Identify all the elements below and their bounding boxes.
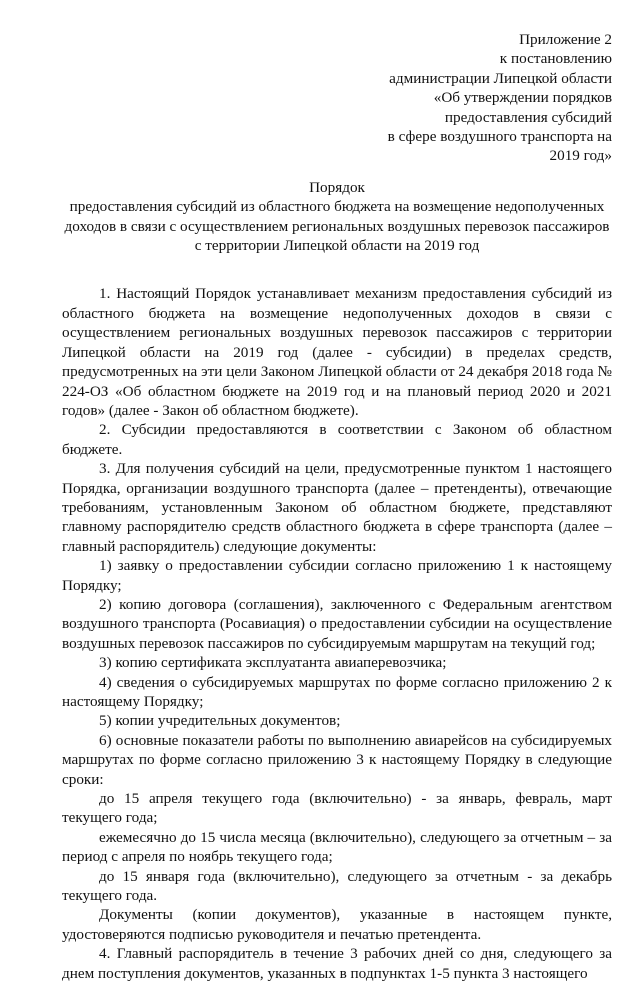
document-page: [62, 30, 612, 983]
subitem-1: 1) заявку о предоставлении субсидии согласно приложению 1 к настоящему Порядку;: [62, 557, 612, 594]
subitem-3: 3) копию сертификата эксплуатанта авиаперевозчика;: [99, 654, 447, 672]
appendix-line: в сфере воздушного транспорта на: [387, 128, 612, 146]
subitem-4: 4) сведения о субсидируемых маршрутах по форме согласно приложению 2 к настоящему Порядку;: [62, 673, 612, 710]
appendix-line: Приложение 2: [519, 31, 612, 48]
deadline-2: ежемесячно до 15 числа месяца (включительно), следующего за отчетным – за период с апреля по ноябрь текущего года;: [62, 828, 612, 866]
appendix-line: 2019 год»: [549, 147, 612, 165]
paragraph-1: 1. Настоящий Порядок устанавливает механизм предоставления субсидий из областного бюджета на возмещение недополученных доходов в связи с осуществлением региональных воздушных перевозок пассажиров с территории Липецкой области на 2019 год (далее - субсидии) в пределах средств, предусмотренных на эти цели Законом Липецкой области от 24 декабря 2018 года № 224-ОЗ «Об областном бюджете на 2019 год и на плановый период 2020 и 2021 годов» (далее - Закон об областном бюджете).: [62, 285, 612, 419]
paragraph-4: 4. Главный распорядитель в течение 3 рабочих дней со дня, следующего за днем поступления документов, указанных в подпунктах 1-5 пункта 3 настоящего: [62, 945, 612, 982]
deadline-3: до 15 января года (включительно), следующего за отчетным - за декабрь текущего года.: [62, 867, 612, 905]
appendix-line: предоставления субсидий: [444, 108, 612, 126]
paragraph-2: 2. Субсидии предоставляются в соответствии с Законом об областном бюджете.: [62, 421, 612, 458]
subitem-2: 2) копию договора (соглашения), заключенного с Федеральным агентством воздушного транспорта (Росавиация) о предоставлении субсидии на осуществление воздушных перевозок пассажиров по субсидируемым маршрутам на текущий год;: [62, 595, 612, 652]
deadline-1: до 15 апреля текущего года (включительно) - за январь, февраль, март текущего года;: [62, 790, 612, 827]
paragraph-3: 3. Для получения субсидий на цели, предусмотренные пунктом 1 настоящего Порядка, организации воздушного транспорта (далее – претенденты), отвечающие требованиям, установленным Законом об областном бюджете, представляют главному распорядителю средств областного бюджета в сфере транспорта (далее – главный распорядитель) следующие документы:: [62, 460, 612, 555]
certification-note: Документы (копии документов), указанные в настоящем пункте, удостоверяются подписью руководителя и печатью претендента.: [62, 906, 612, 943]
title-heading: Порядок: [309, 178, 365, 196]
subitem-6: 6) основные показатели работы по выполнению авиарейсов на субсидируемых маршрутах по форме согласно приложению 3 к настоящему Порядку в следующие сроки:: [62, 731, 612, 788]
document-body: [62, 284, 612, 983]
appendix-line: к постановлению: [499, 50, 612, 68]
appendix-line: администрации Липецкой области: [389, 69, 612, 87]
title-line: доходов в связи с осуществлением региональных воздушных перевозок пассажиров: [64, 217, 610, 235]
title-line: с территории Липецкой области на 2019 год: [194, 237, 480, 255]
document-title: [62, 178, 612, 256]
appendix-line: «Об утверждении порядков: [433, 89, 612, 107]
appendix-block: [62, 30, 612, 166]
subitem-5: 5) копии учредительных документов;: [99, 712, 341, 730]
title-line: предоставления субсидий из областного бюджета на возмещение недополученных: [69, 198, 605, 216]
